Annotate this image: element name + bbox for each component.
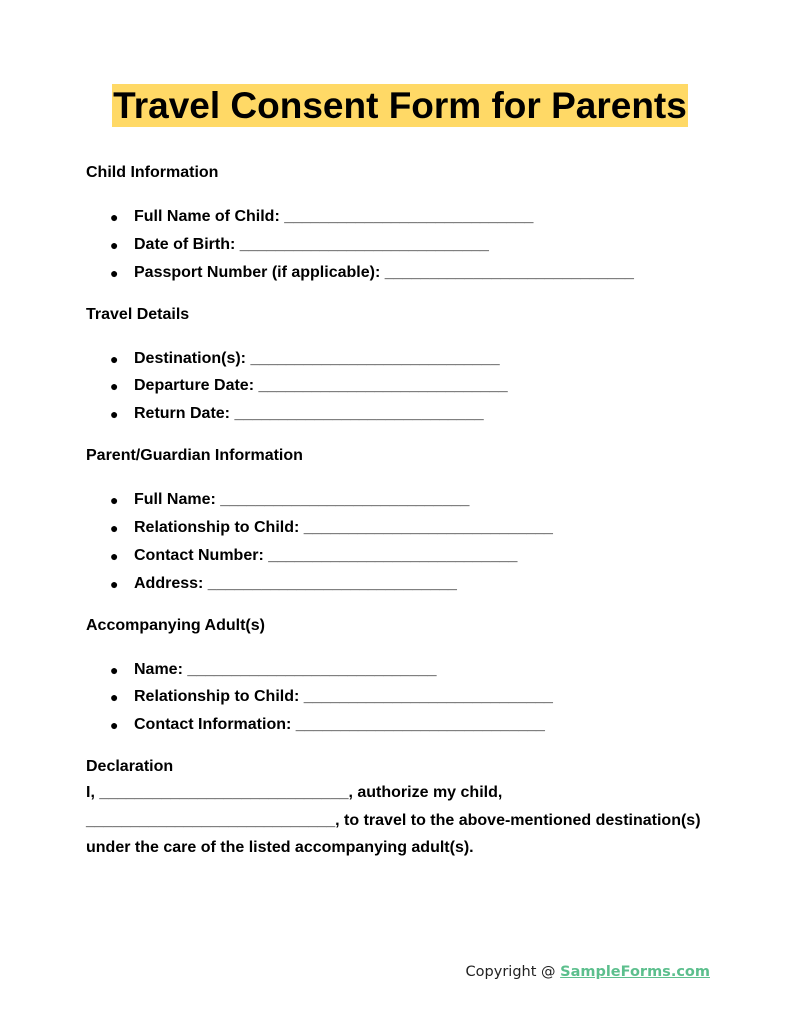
- sampleforms-link[interactable]: SampleForms.com: [560, 964, 710, 980]
- section-heading: Travel Details: [86, 305, 190, 323]
- field-label: Name: ____________________________: [134, 660, 437, 678]
- field-label: Contact Number: ____________________________: [134, 546, 518, 564]
- form-sections: [86, 163, 726, 735]
- bullet-icon: ●: [110, 350, 119, 367]
- form-field: [110, 376, 726, 396]
- bullet-icon: ●: [110, 575, 119, 592]
- bullet-icon: ●: [110, 717, 119, 734]
- bullet-icon: ●: [110, 378, 119, 395]
- footer: [466, 964, 710, 980]
- field-label: Full Name of Child: ____________________________: [134, 208, 534, 225]
- form-field: [110, 518, 726, 538]
- form-field: [110, 687, 726, 707]
- field-label: Date of Birth: ____________________________: [134, 235, 489, 253]
- form-field: [110, 349, 726, 369]
- bullet-icon: ●: [110, 492, 119, 509]
- section-heading: Child Information: [86, 164, 219, 181]
- declaration-text: I, ____________________________, authorize my child, ____________________________, to travel to the above-mentioned destination(s) under the care of the listed accompanying adult(s).: [86, 784, 701, 857]
- bullet-icon: ●: [110, 661, 119, 678]
- title-container: [0, 84, 800, 127]
- bullet-icon: ●: [110, 519, 119, 536]
- field-list: [86, 207, 726, 283]
- field-label: Relationship to Child: ____________________________: [134, 688, 553, 706]
- form-field: [110, 715, 726, 735]
- bullet-icon: ●: [110, 264, 119, 281]
- declaration-heading: Declaration: [86, 758, 174, 776]
- field-label: Full Name: ____________________________: [134, 491, 470, 509]
- field-label: Departure Date: ____________________________: [134, 377, 508, 395]
- field-label: Destination(s): ____________________________: [134, 349, 500, 367]
- section-heading: Accompanying Adult(s): [86, 616, 265, 634]
- section-heading: Parent/Guardian Information: [86, 447, 303, 465]
- form-content: [86, 163, 726, 862]
- bullet-icon: ●: [110, 689, 119, 706]
- form-field: [110, 660, 726, 680]
- field-list: [86, 660, 726, 736]
- form-field: [110, 263, 726, 283]
- form-field: [110, 235, 726, 255]
- bullet-icon: ●: [110, 236, 119, 253]
- bullet-icon: ●: [110, 547, 119, 564]
- field-list: [86, 349, 726, 425]
- bullet-icon: ●: [110, 406, 119, 423]
- form-field: [110, 574, 726, 594]
- form-field: [110, 490, 726, 510]
- page-title: Travel Consent Form for Parents: [113, 85, 687, 126]
- field-label: Passport Number (if applicable): ____________________________: [134, 263, 634, 281]
- form-field: [110, 207, 726, 227]
- form-field: [110, 404, 726, 424]
- form-field: [110, 546, 726, 566]
- field-label: Contact Information: ____________________________: [134, 716, 545, 734]
- copyright-text: Copyright @: [465, 964, 561, 980]
- field-list: [86, 490, 726, 593]
- field-label: Address: ____________________________: [134, 574, 457, 592]
- field-label: Relationship to Child: ____________________________: [134, 518, 553, 536]
- field-label: Return Date: ____________________________: [134, 405, 484, 423]
- bullet-icon: ●: [110, 209, 119, 225]
